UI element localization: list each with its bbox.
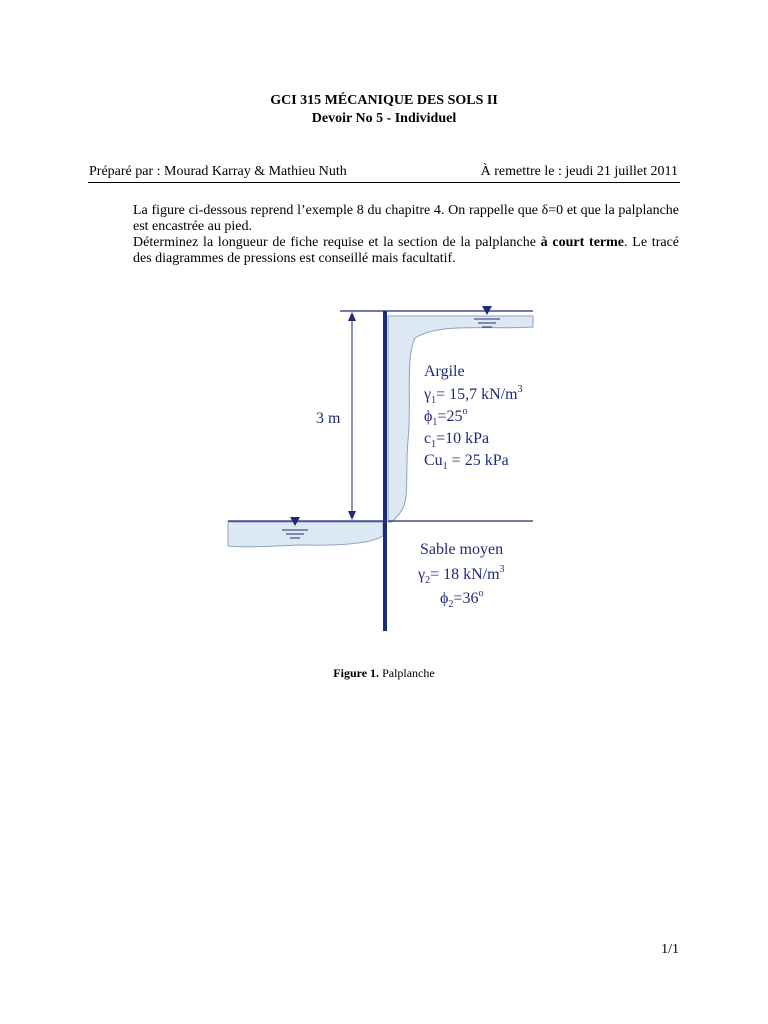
page-number: 1/1 — [661, 942, 679, 957]
prepared-by: Préparé par : Mourad Karray & Mathieu Nuth — [89, 164, 347, 179]
clay-unit-weight: $\gamma_1= 15,7$ $kN/m^3$ — [424, 384, 523, 406]
figure-caption-text: Palplanche — [379, 666, 435, 680]
clay-cohesion: $c_1=10$ kPa — [424, 430, 490, 450]
course-title: GCI 315 MÉCANIQUE DES SOLS II — [270, 93, 498, 108]
figure-caption — [0, 666, 768, 681]
dimension-arrow-top — [348, 312, 356, 321]
figure-caption-label: Figure 1. — [333, 666, 380, 680]
dimension-label: 3 m — [316, 410, 341, 427]
clay-undrained-cohesion: $Cu_1 = 25$ kPa — [424, 452, 509, 472]
sand-friction-angle: $\phi_2=36^o$ — [440, 588, 484, 610]
instructions-bold: à court terme — [540, 235, 625, 250]
instructions-text-1: Déterminez la longueur de fiche requise et la section de la palplanche — [133, 235, 541, 250]
assignment-title: Devoir No 5 - Individuel — [311, 111, 457, 126]
dimension-arrow-bottom — [348, 511, 356, 520]
due-date: À remettre le : jeudi 21 juillet 2011 — [480, 164, 678, 179]
instructions-text-2: . Le tracé des diagrammes de pressions est conseillé mais facultatif. — [133, 235, 679, 266]
clay-name: Argile — [424, 363, 465, 380]
instructions-paragraph-1: La figure ci-dessous reprend l’exemple 8 du chapitre 4. On rappelle que δ=0 et que la palplanche est encastrée au pied. — [133, 203, 679, 234]
left-ground-region — [228, 522, 383, 547]
sand-unit-weight: $\gamma_2= 18$ $kN/m^3$ — [418, 564, 505, 586]
sand-name: Sable moyen — [420, 541, 504, 558]
clay-friction-angle: $\phi_1=25^o$ — [424, 406, 468, 428]
